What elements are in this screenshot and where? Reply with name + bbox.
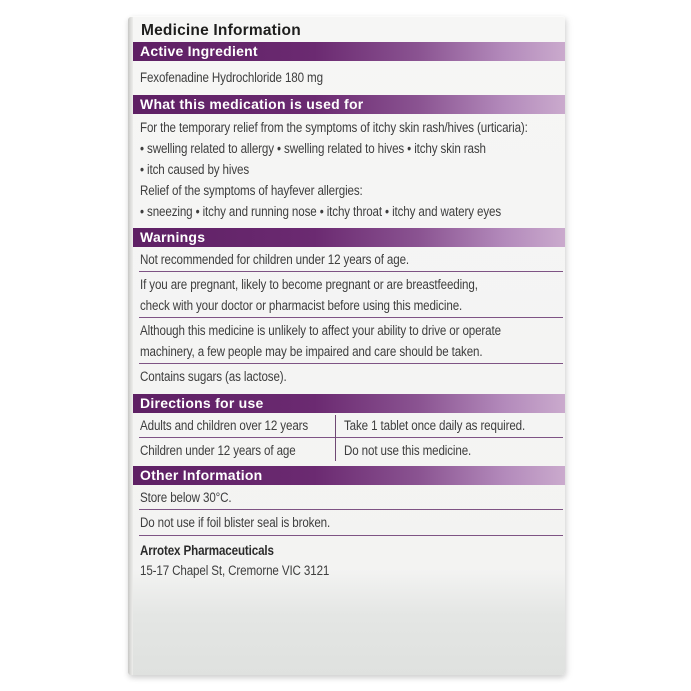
directions-instruction-cell [335,440,565,461]
other-info-text: Do not use if foil blister seal is broken. [140,515,331,530]
used-for-line: • swelling related to allergy • swelling related to hives • itchy skin rash [140,141,486,156]
panel-title: Medicine Information [141,22,301,39]
manufacturer-address: 15-17 Chapel St, Cremorne VIC 3121 [140,563,330,578]
used-for-line: Relief of the symptoms of hayfever allergies: [140,183,363,198]
warning-line: Not recommended for children under 12 years of age. [140,251,409,267]
warning-item [133,272,565,317]
directions-instruction: Take 1 tablet once daily as required. [344,417,526,433]
section-header-used-for: What this medication is used for [133,95,565,114]
warning-line: machinery, a few people may be impaired and care should be taken. [140,343,483,359]
warning-line: check with your doctor or pharmacist before using this medicine. [140,297,463,313]
warning-item [133,318,565,363]
directions-row [133,438,565,463]
empty-box-area [133,581,565,675]
warning-line: If you are pregnant, likely to become pregnant or are breastfeeding, [140,276,478,292]
directions-group: Children under 12 years of age [140,443,296,458]
used-for-block [133,114,565,228]
medicine-box-back-panel [128,16,565,675]
warning-item [133,247,565,271]
section-header-directions: Directions for use [133,394,565,413]
warning-item [133,364,565,388]
directions-group-cell [133,415,335,436]
warning-line: Contains sugars (as lactose). [140,368,287,384]
directions-group-cell [133,440,335,461]
manufacturer-name: Arrotex Pharmaceuticals [140,543,274,558]
other-info-item [133,510,565,535]
directions-row [133,413,565,437]
active-ingredient-row [133,61,565,95]
section-header-other-information: Other Information [133,466,565,485]
section-header-warnings: Warnings [133,228,565,247]
other-info-item [133,485,565,509]
active-ingredient-value: Fexofenadine Hydrochloride 180 mg [140,70,323,85]
directions-table [133,413,565,463]
table-column-divider [335,415,336,461]
used-for-line: • itch caused by hives [140,162,250,177]
used-for-line: • sneezing • itchy and running nose • itchy throat • itchy and watery eyes [140,204,502,219]
manufacturer-block [133,536,565,581]
used-for-line: For the temporary relief from the symptoms of itchy skin rash/hives (urticaria): [140,120,528,135]
other-info-text: Store below 30°C. [140,489,232,505]
panel-content [133,20,565,675]
section-header-active-ingredient: Active Ingredient [133,42,565,61]
directions-instruction: Do not use this medicine. [344,443,472,458]
directions-group: Adults and children over 12 years [140,417,309,433]
directions-instruction-cell [335,415,565,436]
warning-line: Although this medicine is unlikely to affect your ability to drive or operate [140,322,501,338]
